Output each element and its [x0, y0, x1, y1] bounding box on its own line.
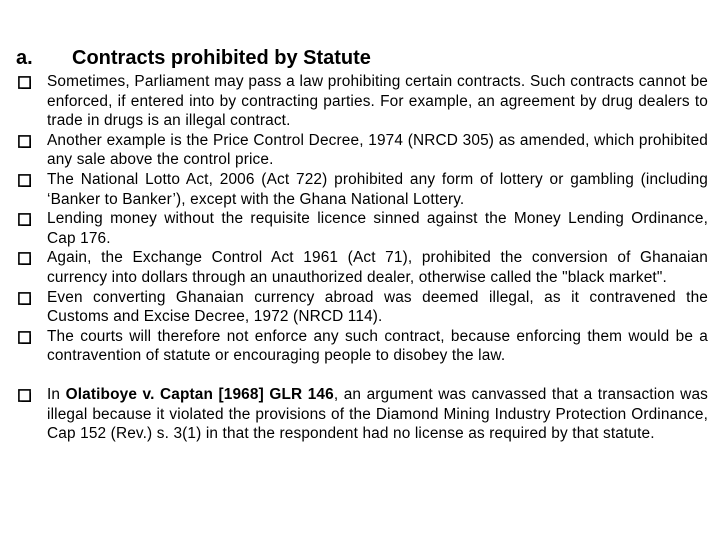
checkbox-square-icon — [18, 331, 31, 344]
case-citation: Olatiboye v. Captan [1968] GLR 146 — [65, 385, 334, 403]
checkbox-square-icon — [18, 389, 31, 402]
bullet-text: The courts will therefore not enforce any such contract, because enforcing them would be a contravention of statute or encouraging people to disobey the law. — [47, 327, 708, 365]
heading-text: Contracts prohibited by Statute — [72, 47, 371, 69]
case-bullet-item — [18, 385, 708, 444]
bullet-text: The National Lotto Act, 2006 (Act 722) prohibited any form of lottery or gambling (including ‘Banker to Banker’), except with the Ghana National Lottery. — [47, 170, 708, 208]
bullet-item — [18, 209, 708, 248]
bullet-text: Even converting Ghanaian currency abroad was deemed illegal, as it contravened the Customs and Excise Decree, 1972 (NRCD 114). — [47, 288, 708, 326]
bullet-item — [18, 327, 708, 366]
bullet-item — [18, 248, 708, 287]
case-body-text: , an argument was canvassed that a transaction was illegal because it violated the provisions of the Diamond Mining Industry Protection Ordinance, Cap 152 (Rev.) s. 3(1) in that the respondent had no license as required by that statute. — [47, 385, 708, 443]
bullet-text: Again, the Exchange Control Act 1961 (Act 71), prohibited the conversion of Ghanaian currency into dollars through an unauthorized dealer, otherwise called the "black market". — [47, 249, 708, 286]
checkbox-square-icon — [18, 135, 31, 148]
checkbox-square-icon — [18, 213, 31, 226]
checkbox-square-icon — [18, 76, 31, 89]
bullet-item — [18, 72, 708, 131]
heading-prefix: a. — [16, 47, 33, 69]
bullet-text: Another example is the Price Control Decree, 1974 (NRCD 305) as amended, which prohibited any sale above the control price. — [47, 131, 708, 169]
bullet-item — [18, 288, 708, 327]
bullet-item — [18, 131, 708, 170]
checkbox-square-icon — [18, 252, 31, 265]
bullet-text: Lending money without the requisite licence sinned against the Money Lending Ordinance, Cap 176. — [47, 210, 708, 247]
slide-heading — [16, 44, 371, 72]
bullet-text: Sometimes, Parliament may pass a law prohibiting certain contracts. Such contracts cannot be enforced, if entered into by contracting parties. For example, an agreement by drug dealers to trade in drugs is an illegal contract. — [47, 73, 708, 130]
case-lead-text: In — [47, 385, 66, 403]
checkbox-square-icon — [18, 174, 31, 187]
bullet-item — [18, 170, 708, 209]
checkbox-square-icon — [18, 292, 31, 305]
bullet-list — [18, 72, 708, 444]
